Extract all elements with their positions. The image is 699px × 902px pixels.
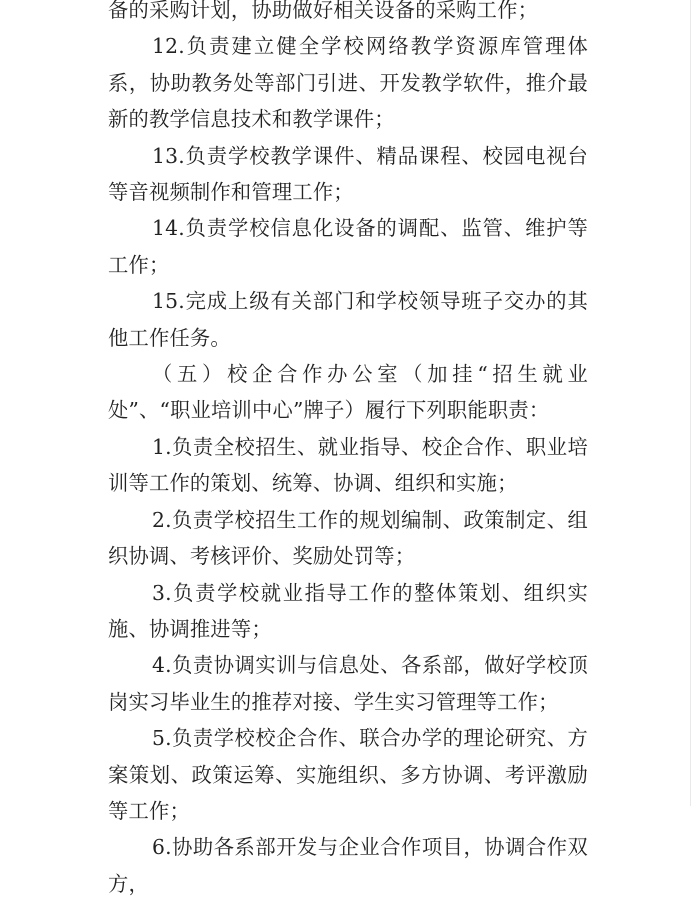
paragraph-item-2: 2.负责学校招生工作的规划编制、政策制定、组织协调、考核评价、奖励处罚等；: [108, 507, 588, 569]
paragraph-item-3: 3.负责学校就业指导工作的整体策划、组织实施、协调推进等；: [108, 580, 588, 641]
paragraph-item-15: 15.完成上级有关部门和学校领导班子交办的其他工作任务。: [108, 289, 588, 350]
paragraph-item-14: 14.负责学校信息化设备的调配、监管、维护等工作；: [108, 216, 588, 277]
paragraph-item-13: 13.负责学校教学课件、精品课程、校园电视台等音视频制作和管理工作；: [108, 143, 588, 205]
paragraph-item-6: 6.协助各系部开发与企业合作项目，协调合作双方，: [108, 835, 588, 896]
paragraph-item-4: 4.负责协调实训与信息处、各系部，做好学校顶岗实习毕业生的推荐对接、学生实习管理等工作；: [108, 653, 588, 714]
paragraph-item-1: 1.负责全校招生、就业指导、校企合作、职业培训等工作的策划、统筹、协调、组织和实施；: [108, 434, 588, 496]
paragraph-item-12: 12.负责建立健全学校网络教学资源库管理体系，协助教务处等部门引进、开发教学软件，推介最新的教学信息技术和教学课件；: [108, 34, 588, 132]
paragraph-procurement-cont: 备的采购计划，协助做好相关设备的采购工作；: [108, 0, 539, 22]
section-heading-5: （五）校企合作办公室（加挂“招生就业处”、“职业培训中心”牌子）履行下列职能职责：: [108, 362, 588, 423]
document-body: [108, 0, 588, 902]
paragraph-item-5: 5.负责学校校企合作、联合办学的理论研究、方案策划、政策运筹、实施组织、多方协调、考评激励等工作；: [108, 726, 588, 823]
page-edge-divider: [690, 0, 691, 806]
